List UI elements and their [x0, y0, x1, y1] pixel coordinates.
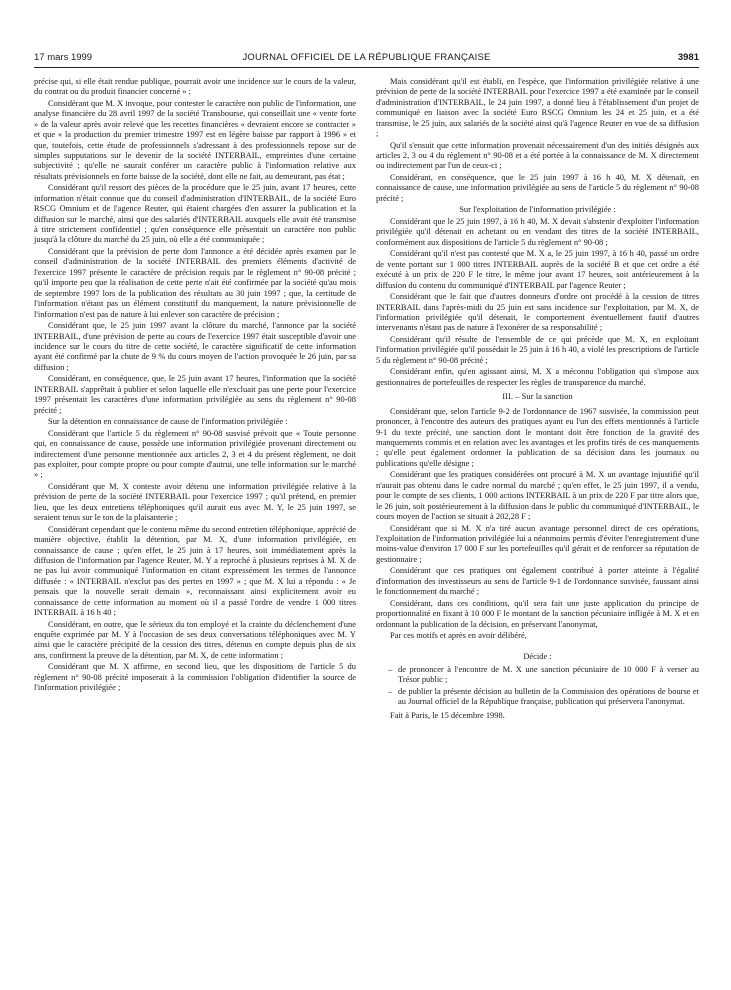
paragraph: Considérant, en outre, que le sérieux du ton employé et la crainte du déclenchement d'une enquête exprimée par M. Y à l'occasion de ses deux conversations téléphoniques avec M. Y ainsi que le caractère précipité de la cession des titres, détenus en compte depuis plus de six ans, confirment la preuve de la détention, par M. X, de cette information ; — [34, 618, 356, 660]
paragraph: Considérant que si M. X n'a tiré aucun avantage personnel direct de ces opérations, l'exploitation de l'information privilégiée lui a néanmoins permis d'éviter l'enregistrement d'une moins-value d'environ 17 000 F sur les portefeuilles qu'il gérait et de renforcer sa réputation de gestionnaire ; — [376, 522, 699, 564]
left-column — [34, 76, 356, 694]
header-rule — [34, 67, 699, 68]
paragraph: Qu'il s'ensuit que cette information provenait nécessairement d'un des initiés désignés aux articles 2, 3 ou 4 du règlement n° 90-08 et a été portée à la connaissance de M. X directement ou indirectement par l'un de ceux-ci ; — [376, 139, 699, 171]
paragraph: Considérant que l'article 5 du règlement n° 90-08 susvisé prévoit que « Toute personne qui, en connaissance de cause, possède une information privilégiée provenant directement ou indirectement d'une personne mentionnée aux articles 2, 3 et 4 du présent règlement, ne doit pas exploiter, pour compte propre ou pour compte d'autrui, une telle information sur le marché » ; — [34, 427, 356, 480]
paragraph: Considérant qu'il ressort des pièces de la procédure que le 25 juin, avant 17 heures, cette information n'était connue que du conseil d'administration d'INTERBAIL, de la société Euro RSCG Omnium et de l'agence Reuter, qui étaient chargées d'en assurer la publication et la diffusion sur le marché, ainsi que des salariés d'INTERBAIL auxquels elle avait été transmise à titre strictement confidentiel ; qu'en conséquence elle présentait un caractère non public jusqu'à la clôture du marché du 25 juin, où elle a été communiquée ; — [34, 182, 356, 245]
paragraph: Considérant que le 25 juin 1997, à 16 h 40, M. X devait s'abstenir d'exploiter l'information privilégiée qu'il détenait en achetant ou en vendant des titres de la société INTERBAIL, conformément aux dispositions de l'article 5 du règlement n° 90-08 ; — [376, 216, 699, 247]
paragraph: Considérant que le fait que d'autres donneurs d'ordre ont procédé à la cession de titres INTERBAIL dans l'après-midi du 25 juin est sans incidence sur l'exploitation, par M. X, de l'information privilégiée qu'il détenait, le comportement éventuellement fautif d'autres intervenants n'étant pas de nature à l'exonérer de sa responsabilité ; — [376, 291, 699, 333]
page-header — [34, 52, 699, 66]
section-heading: III. – Sur la sanction — [502, 391, 573, 402]
page-number: 3981 — [677, 52, 699, 63]
paragraph: précise qui, si elle était rendue publique, pourrait avoir une incidence sur le cours de la valeur, du contrat ou du produit financier concerné » ; — [34, 76, 356, 97]
paragraph: Considérant que M. X conteste avoir détenu une information privilégiée relative à la prévision de perte de la société INTERBAIL pour l'exercice 1997 ; qu'il prétend, en premier lieu, que les deux entretiens téléphoniques qu'il aurait eus avec M. Y, le 25 juin 1997, se seraient tenus sur le ton de la plaisanterie ; — [34, 480, 356, 523]
issue-date: 17 mars 1999 — [34, 52, 93, 63]
paragraph: Considérant que, le 25 juin 1997 avant la clôture du marché, l'annonce par la société INTERBAIL, d'une prévision de perte au cours de l'exercice 1997 était susceptible d'avoir une incidence sur le cours du titre de cette société, le caractère significatif de cette information ayant été confirmé par la chute de 9 % du cours moyen de l'action provoquée le 26 juin, par sa diffusion ; — [34, 320, 356, 372]
paragraph: Considérant que ces pratiques ont également contribué à porter atteinte à l'égalité d'information des investisseurs au sens de l'article 9-1 de l'ordonnance susvisée, faussant ainsi le fonctionnement du marché ; — [376, 565, 699, 597]
paragraph: Sur la détention en connaissance de cause de l'information privilégiée : — [48, 416, 288, 427]
paragraph: Considérant que les pratiques considérées ont procuré à M. X un avantage injustifié qu'il n'aurait pas obtenu dans le cadre normal du marché ; qu'en effet, le 25 juin 1997, il a vendu, pour le compte de ses clients, 1 000 actions INTERBAIL à un prix de 220 F par titre alors que, le 26 juin, soit postérieurement à la diffusion dans le public du communiqué d'INTERBAIL, le cours moyen de l'action se situait à 202,28 F ; — [376, 469, 699, 521]
paragraph: Par ces motifs et après en avoir délibéré, — [390, 630, 527, 641]
paragraph: Considérant que M. X affirme, en second lieu, que les dispositions de l'article 5 du règlement n° 90-08 précité imposerait à la commission l'obligation d'identifier la source de l'information privilégiée ; — [34, 661, 356, 693]
decision-list — [376, 664, 699, 707]
paragraph: Considérant, en conséquence, que, le 25 juin avant 17 heures, l'information que la société INTERBAIL s'apprêtait à publier et selon laquelle elle n'excluait pas une perte pour l'exercice 1997 présentait les caractères d'une information privilégiée au sens du règlement n° 90-08 précité ; — [34, 373, 356, 415]
paragraph: Considérant enfin, qu'en agissant ainsi, M. X a méconnu l'obligation qui s'impose aux gestionnaires de portefeuilles de respecter les règles de transparence du marché. — [376, 366, 699, 387]
journal-title: JOURNAL OFFICIEL DE LA RÉPUBLIQUE FRANÇAISE — [242, 52, 491, 63]
decide-label: Décide : — [523, 650, 552, 661]
paragraph: Considérant que la prévision de perte dont l'annonce a été décidée après examen par le conseil d'administration de la société INTERBAIL des premiers éléments d'activité de l'exercice 1997 présente le caractère de précision requis par le règlement n° 90-08 précité ; qu'il importe peu que la réalisation de cette perte n'ait été confirmée par la société qu'au mois de septembre 1997 lors de la publication des résultats au 30 juin 1997 ; que, la certitude de l'information n'étant pas un élément constitutif du manquement, la nature prévisionnelle de l'information n'est pas de nature à lui enlever son caractère de précision ; — [34, 246, 356, 319]
paragraph: Mais considérant qu'il est établi, en l'espèce, que l'information privilégiée relative à une prévision de perte de la société INTERBAIL pour l'exercice 1997 a été examinée par le conseil d'administration d'INTERBAIL, le 24 juin 1997, a donné lieu à l'établissement d'un projet de communiqué en liaison avec la société Euro RSCG Omnium les 24 et 25 juin, et a été transmise, le 25 juin, aux salariés de la société ainsi qu'à l'agence Reuter en vue de sa diffusion ; — [376, 76, 699, 139]
subheading-exploitation: Sur l'exploitation de l'information privilégiée : — [459, 204, 616, 215]
right-column — [376, 76, 699, 721]
paragraph: Considérant qu'il résulte de l'ensemble de ce qui précède que M. X, en exploitant l'information privilégiée qu'il possédait le 25 juin à 16 h 40, a violé les prescriptions de l'article 5 du règlement n° 90-08 précité ; — [376, 334, 699, 365]
paragraph: Considérant cependant que le contenu même du second entretien téléphonique, apprécié de manière objective, établit la détention, par M. X, d'une information privilégiée, en connaissance de cause ; qu'en effet, le 25 juin à 17 heures, soit immédiatement après la diffusion de l'information par l'agence Reuter, M. Y a reproché à plusieurs reprises à M. X de ne pas lui avoir communiqué l'information en citant expressément les termes de l'annonce diffusée : « INTERBAIL n'exclut pas des pertes en 1997 » ; que M. X lui a répondu : « Je pensais que la nouvelle serait demain », reconnaissant ainsi explicitement avoir eu connaissance de cette information au moment où il a passé l'ordre de vendre 1 000 titres INTERBAIL à 16 h 40 ; — [34, 523, 356, 617]
paragraph: Considérant qu'il n'est pas contesté que M. X a, le 25 juin 1997, à 16 h 40, passé un ordre de vente portant sur 1 000 titres INTERBAIL auprès de la société B et que cet ordre a été exécuté à un prix de 220 F le titre, le même jour avant 17 heures, soit antérieurement à la diffusion du contenu du communiqué d'INTERBAIL par l'agence Reuter ; — [376, 248, 699, 290]
paragraph: Considérant, dans ces conditions, qu'il sera fait une juste application du principe de proportionnalité en fixant à 10 000 F le montant de la sanction pécuniaire infligée à M. X et en ordonnant la publication de la décision, en préservant l'anonymat, — [376, 597, 699, 629]
paragraph: Considérant que, selon l'article 9-2 de l'ordonnance de 1967 susvisée, la commission peut prononcer, à l'encontre des auteurs des pratiques ayant eu l'un des effets mentionnés à l'article 9-1 du texte précité, une sanction dont le montant doit être fonction de la gravité des manquements commis et en relation avec les avantages et les profits tirés de ces manquements ; qu'elle peut également ordonner la publication de sa décision dans les journaux ou publications qu'elle désigne ; — [376, 405, 699, 468]
decision-text: de prononcer à l'encontre de M. X une sanction pécuniaire de 10 000 F à verser au Trésor public ; — [398, 663, 699, 685]
list-item: – de prononcer à l'encontre de M. X une sanction pécuniaire de 10 000 F à verser au Trésor public ; — [388, 663, 699, 685]
list-item: – de publier la présente décision au bulletin de la Commission des opérations de bourse et au Journal officiel de la République française, publication qui préservera l'anonymat. — [388, 685, 699, 707]
decision-text: de publier la présente décision au bulletin de la Commission des opérations de bourse et au Journal officiel de la République française, publication qui préservera l'anonymat. — [398, 685, 699, 707]
paragraph: Considérant que M. X invoque, pour contester le caractère non public de l'information, une analyse financière du 28 avril 1997 de la société Transbourse, qui conseillait une « vente forte » de la valeur après avoir relevé que les recettes financières « devraient encore se contracter » et que « la production du premier trimestre 1997 est en légère baisse par rapport à 1996 » et que, toutefois, cette étude de professionnels s'adressant à des professionnels repose sur de simples supputations sur le devenir de la société INTERBAIL, empreintes d'une certaine subjectivité ; qu'elle ne saurait conférer un caractère public à l'information relative aux résultats prévisionnels en forte baisse de la société, dont elle ne fait, au demeurant, pas état ; — [34, 98, 356, 181]
paragraph: Considérant, en conséquence, que le 25 juin 1997 à 16 h 40, M. X détenait, en connaissance de cause, une information privilégiée au sens de l'article 5 du règlement n° 90-08 précité ; — [376, 172, 699, 203]
signature-line: Fait à Paris, le 15 décembre 1998. — [390, 709, 505, 720]
